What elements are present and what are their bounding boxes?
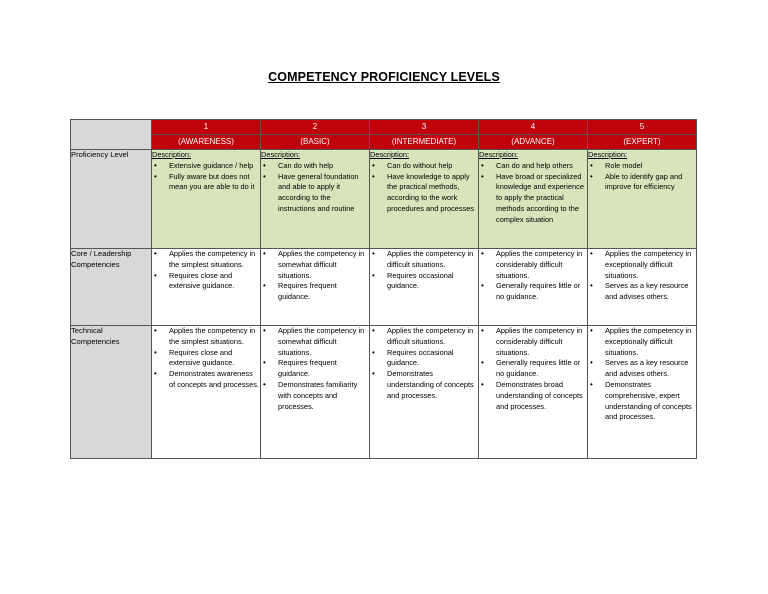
list-item: • Have general foundation and able to apply it according to the instructions and routine xyxy=(261,172,369,215)
technical-cell-4 xyxy=(479,326,588,459)
list-item: • Extensive guidance / help xyxy=(152,161,260,172)
technical-row-label: Technical Competencies xyxy=(71,326,152,459)
list-item: • Requires close and extensive guidance. xyxy=(152,348,260,370)
list-item: • Demonstrates awareness of concepts and processes. xyxy=(152,369,260,391)
list-item: • Fully aware but does not mean you are able to do it xyxy=(152,172,260,194)
list-item: • Applies the competency in difficult situations. xyxy=(370,249,478,271)
level-4-name: (ADVANCE) xyxy=(479,135,588,150)
list-item: • Serves as a key resource and advises others. xyxy=(588,281,696,303)
level-5-number: 5 xyxy=(588,120,697,135)
technical-cell-5 xyxy=(588,326,697,459)
list-item: • Demonstrates understanding of concepts and processes. xyxy=(370,369,478,401)
list-item: • Applies the competency in exceptionally difficult situations. xyxy=(588,249,696,281)
list-item: • Able to identify gap and improve for efficiency xyxy=(588,172,696,194)
list-item: • Requires occasional guidance. xyxy=(370,348,478,370)
technical-competencies-row xyxy=(71,326,697,459)
list-item: • Serves as a key resource and advises others. xyxy=(588,358,696,380)
core-cell-5 xyxy=(588,249,697,326)
core-row-label: Core / Leadership Competencies xyxy=(71,249,152,326)
page-title: COMPETENCY PROFICIENCY LEVELS xyxy=(268,70,500,84)
core-competencies-row xyxy=(71,249,697,326)
list-item: • Demonstrates broad understanding of concepts and processes. xyxy=(479,380,587,412)
technical-cell-3 xyxy=(370,326,479,459)
level-5-name: (EXPERT) xyxy=(588,135,697,150)
description-label: Description: xyxy=(479,150,519,159)
list-item: • Role model xyxy=(588,161,696,172)
list-item: • Generally requires little or no guidance. xyxy=(479,281,587,303)
proficiency-cell-3 xyxy=(370,150,479,249)
proficiency-cell-4 xyxy=(479,150,588,249)
list-item: • Applies the competency in the simplest situations. xyxy=(152,326,260,348)
list-item: • Applies the competency in the simplest situations. xyxy=(152,249,260,271)
proficiency-row-label: Proficiency Level xyxy=(71,150,152,249)
list-item: • Requires close and extensive guidance. xyxy=(152,271,260,293)
list-item: • Generally requires little or no guidance. xyxy=(479,358,587,380)
proficiency-cell-5 xyxy=(588,150,697,249)
list-item: • Have knowledge to apply the practical methods, according to the work procedures and processes xyxy=(370,172,478,215)
list-item: • Applies the competency in somewhat difficult situations. xyxy=(261,249,369,281)
level-3-number: 3 xyxy=(370,120,479,135)
list-item: • Demonstrates comprehensive, expert understanding of concepts and processes. xyxy=(588,380,696,423)
list-item: • Requires occasional guidance. xyxy=(370,271,478,293)
list-item: • Requires frequent guidance. xyxy=(261,358,369,380)
proficiency-cell-2 xyxy=(261,150,370,249)
description-label: Description: xyxy=(261,150,301,159)
list-item: • Applies the competency in somewhat difficult situations. xyxy=(261,326,369,358)
list-item: • Applies the competency in difficult situations. xyxy=(370,326,478,348)
technical-cell-2 xyxy=(261,326,370,459)
level-2-number: 2 xyxy=(261,120,370,135)
core-cell-4 xyxy=(479,249,588,326)
proficiency-row xyxy=(71,150,697,249)
technical-cell-1 xyxy=(152,326,261,459)
description-label: Description: xyxy=(152,150,192,159)
list-item: • Can do and help others xyxy=(479,161,587,172)
core-cell-1 xyxy=(152,249,261,326)
list-item: • Can do with help xyxy=(261,161,369,172)
level-number-row xyxy=(71,120,697,135)
list-item: • Demonstrates familiarity with concepts and processes. xyxy=(261,380,369,412)
level-name-row xyxy=(71,135,697,150)
description-label: Description: xyxy=(370,150,410,159)
list-item: • Applies the competency in considerably difficult situations. xyxy=(479,249,587,281)
level-2-name: (BASIC) xyxy=(261,135,370,150)
core-cell-3 xyxy=(370,249,479,326)
table-corner xyxy=(71,120,152,150)
description-label: Description: xyxy=(588,150,628,159)
list-item: • Have broad or specialized knowledge and experience to apply the practical methods according to the complex situation xyxy=(479,172,587,226)
level-1-number: 1 xyxy=(152,120,261,135)
level-3-name: (INTERMEDIATE) xyxy=(370,135,479,150)
level-4-number: 4 xyxy=(479,120,588,135)
list-item: • Can do without help xyxy=(370,161,478,172)
level-1-name: (AWARENESS) xyxy=(152,135,261,150)
list-item: • Requires frequent guidance. xyxy=(261,281,369,303)
core-cell-2 xyxy=(261,249,370,326)
proficiency-table xyxy=(70,119,697,459)
list-item: • Applies the competency in exceptionally difficult situations. xyxy=(588,326,696,358)
list-item: • Applies the competency in considerably difficult situations. xyxy=(479,326,587,358)
proficiency-cell-1 xyxy=(152,150,261,249)
